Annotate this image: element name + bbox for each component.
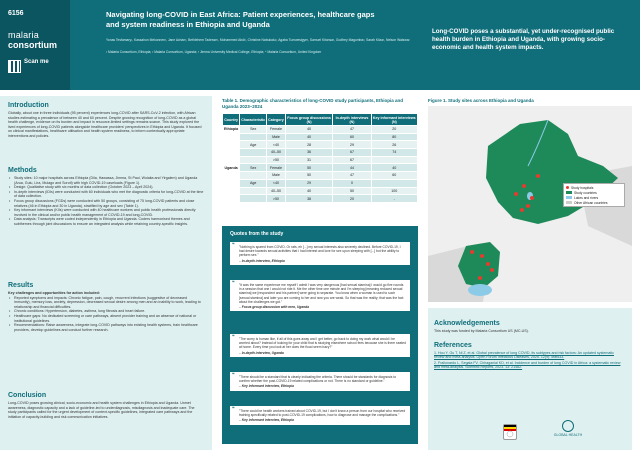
figure-title: Figure 1. Study sites across Ethiopia and Uganda [428, 98, 534, 103]
table-cell [223, 149, 240, 157]
quote-card [230, 406, 410, 425]
quote-source: – Key informant interview, Ethiopia [239, 418, 294, 423]
quote-card [230, 334, 410, 357]
table-row [223, 179, 418, 187]
table-cell [223, 156, 240, 164]
legend-label: Study hospitals [571, 185, 594, 190]
table-cell: 20 [371, 126, 417, 134]
reference-link[interactable]: 1. Hou Y, Gu T, Ni Z, et al. Global prevalence of long COVID, its subtypes and risk factors: An updated systematic review and meta-analysis. Open Forum Infectious Diseases, 2025. 12(9): ofaf533. [434, 350, 614, 360]
intro-heading: Introduction [8, 102, 49, 109]
table-header: Focus group discussions (N) [285, 114, 333, 126]
table-cell [223, 187, 240, 195]
study-hospital-marker [478, 276, 482, 280]
study-hospital-marker [514, 192, 518, 196]
partner-logo [543, 420, 593, 442]
results-item: • Reported symptoms and impacts: Chronic fatigue, pain, cough, recurrent infections (suggestive of decreased immunity), memory loss, anxiety, depression, decreased sexual desire among men and an inability to work, leading to relationship and financial difficulties. [8, 296, 204, 310]
results-subheading: Key challenges and opportunities for action included: [8, 291, 100, 295]
table-cell: Ethiopia [224, 127, 239, 132]
quote-text: ❝ "There could be health workers trained about COVID-19, but I don't know a person from our hospital who received training specifically related to post-COVID-19 complications, how to diagnose and manage the complications." [239, 409, 406, 418]
table-cell [223, 133, 240, 141]
table-cell: 28 [285, 141, 333, 149]
table-cell [223, 179, 240, 187]
table-cell: 36 [285, 149, 333, 157]
table-cell: 50 [285, 172, 333, 180]
table-cell: 29 [285, 179, 333, 187]
table-cell: 44 [333, 164, 371, 172]
methods-item: • Focus group discussions (FGDs) were conducted with 50 groups, consisting of 75 long-COVID patients and close relatives (46 in Ethiopia and 30 in Uganda), stratified by age and sex (Table 1). [8, 199, 204, 208]
legend-label: Other African countries [574, 200, 608, 205]
table-cell: 80 [371, 133, 417, 141]
methods-item: • In-depth interviews (IDIs) were conducted with 60 individuals who met the diagnostic criteria for long-COVID at the time of data collection. [8, 190, 204, 199]
quote-card [230, 242, 410, 265]
acknowledgements-panel [428, 308, 632, 450]
table-cell: 26 [371, 141, 417, 149]
results-item: • Healthcare gaps: No dedicated screening or care pathways, absent provider training and an absence of national or institutional guidelines. [8, 314, 204, 323]
legend-swatch [566, 191, 572, 194]
results-heading: Results [8, 282, 34, 289]
table-cell: 60 [333, 133, 371, 141]
partner-label: GLOBAL HEALTH [553, 433, 583, 437]
uganda-coat-of-arms-icon [503, 424, 517, 440]
table-cell [240, 133, 267, 141]
quote-text: ❝ "The worry is human like, if all of this goes away and I get better, go back to doing my work what would I be worried about? Instead of looking for your child that is studying elsewhere school fees because she is there seated at home. Every time you look at her does the flood seem hazy?" [239, 337, 406, 350]
legend-swatch [566, 201, 572, 204]
table-cell: 31 [285, 156, 333, 164]
table-header: Characteristic [240, 114, 267, 126]
table-cell: >50 [267, 195, 286, 203]
intro-text: Globally, about one in three individuals (95 percent) experiences long-COVID after SARS-CoV-2 infection, with African studies estimating a prevalence of between 40 and 60 percent. Despite growing recognition of long-COVID as a global health challenge, evidence on its burden and impact in resource-limited settings remains scarce. This study explored the lived experiences of long-COVID patients alongside healthcare providers' perspectives in Ethiopia and Uganda. It focused on clinical manifestations, healthcare utilisation and health system readiness, to inform contextually appropriate interventions and policies. [8, 111, 202, 138]
legend-swatch [566, 186, 569, 189]
reference-item[interactable] [434, 361, 624, 370]
table-cell [240, 156, 267, 164]
results-section [8, 282, 204, 332]
table-cell: Age [240, 179, 267, 187]
quotes-heading: Quotes from the study [230, 231, 284, 237]
table-cell: 74 [371, 149, 417, 157]
table-row [223, 126, 418, 134]
key-message: Long-COVID poses a substantial, yet under-recognised public health burden in Ethiopia and Uganda, with growing socio-economic and health system impacts. [432, 28, 615, 51]
table-cell: 40 [285, 126, 333, 134]
table-cell: Male [267, 133, 286, 141]
lake-victoria-shape [468, 284, 492, 296]
legend-label: Study countries [574, 190, 597, 195]
quotes-panel [222, 226, 418, 444]
legend-item [566, 200, 622, 205]
qr-code-icon[interactable] [8, 60, 21, 73]
table-cell: Sex [240, 126, 267, 134]
brand-logo-line2: consortium [8, 40, 58, 50]
table-cell [223, 141, 240, 149]
legend-label: Lakes and rivers [574, 195, 599, 200]
table-cell: 60 [371, 172, 417, 180]
methods-item: • Study sites: 10 major hospitals across Ethiopia (Dila, Hawassa, Jimma, St Paul, Wolaita and Yirgalem) and Uganda (Arua, Gulu, Lira, Mulago and Soroti) with high COVID-19 caseloads (Figure 1). [8, 176, 204, 185]
partner-logo-icon [562, 420, 574, 432]
affiliations: ¹ Malaria Consortium, Ethiopia; ² Malaria Consortium, Uganda; ³ Jimma University Medical College, Ethiopia; ⁴ Malaria Consortium, United Kingdom [106, 50, 322, 54]
table-cell: 50 [285, 164, 333, 172]
study-hospital-marker [530, 196, 534, 200]
methods-section [8, 167, 204, 227]
table-cell: 100 [371, 187, 417, 195]
authors: Yonas Tesfamary¹, Kassahun Mekonnen², Jane Achan², Bethlehem Tadesse¹, Mohammed Abdi¹, Christine Nabukalu², Agaba Tumwesigye², Samuel Kitonsa², Godfrey Magumba², Sarah Kiiza², Nelson Waiswa² [106, 38, 410, 42]
table-cell [371, 156, 417, 164]
table-cell: 40–50 [267, 149, 286, 157]
table-title: Table 1. Demographic characteristics of long-COVID study participants, Ethiopia and Uganda 2023–2024 [222, 98, 403, 109]
table-cell [223, 172, 240, 180]
scan-me-label: Scan me [24, 59, 49, 65]
intro-section [8, 102, 204, 139]
table-cell: 40 [371, 164, 417, 172]
table-cell [240, 195, 267, 203]
table-cell: Male [267, 172, 286, 180]
table-row [223, 149, 418, 157]
study-hospital-marker [486, 262, 490, 266]
table-cell: Uganda [224, 165, 238, 170]
study-hospital-marker [480, 254, 484, 258]
table-cell: Female [267, 164, 286, 172]
table-cell: 20 [333, 195, 371, 203]
table-cell [240, 187, 267, 195]
ack-text: This study was funded by Malaria Consortium US (MC-US). [434, 329, 529, 333]
table-cell: 40 [285, 187, 333, 195]
table-row [223, 164, 418, 172]
conclusion-text: Long-COVID poses growing clinical, socio-economic and health system challenges in Ethiopia and Uganda. Unmet awareness, diagnostic capacity and a lack of guideline-led to underdiagnosis, misdiagnosis and inadequate care. The study participants called for the urgent development of context-specific guidelines, integrated care pathways and the initiation of capacity-building and risk communication initiatives. [8, 401, 195, 419]
methods-item: • Key informant interviews (KIIs) were conducted with 40 healthcare workers and public health professionals directly involved in the clinical and/or public health management of COVID-19 and long-COVID. [8, 208, 204, 217]
table-cell: <40 [267, 179, 286, 187]
table-cell: Female [267, 126, 286, 134]
methods-item: • Design: Qualitative study with six months of data collection (October 2023 – April 2024). [8, 185, 204, 190]
quote-source: – Key informant interview, Ethiopia [239, 384, 294, 389]
table-cell: 50 [333, 187, 371, 195]
study-hospital-marker [536, 174, 540, 178]
table-header: Country [223, 114, 240, 126]
table-cell [240, 172, 267, 180]
table-row [223, 133, 418, 141]
left-column [0, 96, 212, 450]
table-cell: 29 [333, 141, 371, 149]
conclusion-section [8, 392, 204, 419]
table-row [223, 141, 418, 149]
table-row [223, 156, 418, 164]
map-legend [563, 183, 625, 207]
quote-text: ❝ "Nothing is spared from COVID. Or rats, eh [...] my sexual interests also severely declined. Before COVID-19, I had desire towards sexual activities that I had interest and love for sex upon sleeping with [...] but the ability to perform sex." [239, 245, 401, 258]
table-cell: Age [240, 141, 267, 149]
reference-link[interactable]: 2. Frallonardo L, Segala FV, Chhaganlal KD, et al. Incidence and burden of long COVID in Africa: a systematic review and meta-analysis. Scientific Reports, 2023. 13: 21482. [434, 360, 621, 370]
quote-source: – Focus group discussion with men, Uganda [239, 305, 309, 310]
header-banner [0, 0, 640, 90]
table-header: Key informant interviews (N) [372, 115, 416, 124]
methods-item: • Data analysis: Transcripts were coded independently in Ethiopia and Uganda. Coders harmonised themes and subthemes through joint discussions to ensure an integrated analysis while retaining country-specific insights. [8, 217, 204, 226]
study-hospital-marker [470, 250, 474, 254]
quote-text: ❝ "There should be a standard that is clearly indicating the criteria. There should be standards for diagnosis to confirm whether the post-COVID-19 related complications or not. There is no standard or guideline." [239, 375, 397, 384]
conclusion-heading: Conclusion [8, 392, 47, 399]
table-cell [371, 179, 417, 187]
quote-text: ❝ "It was the same experience me myself I admit I was very dangerous [had sexual stamina] I would go five rounds in a session that one I would not ride it. Me the other time one minute and I'm sleeping [meaning reduced sexual stamina] we [respondent and his partner] were going to separate. You know when a woman is used to such [sexual stamina] and later you are coming to her and now you are weak. So that was the reality; that was the fact about the challenges we got." [239, 283, 404, 304]
methods-heading: Methods [8, 167, 37, 174]
table-cell: 67 [333, 156, 371, 164]
reference-item[interactable] [434, 351, 624, 360]
references-heading: References [434, 341, 472, 349]
table-cell: 40–50 [267, 187, 286, 195]
table-row [223, 187, 418, 195]
study-hospital-marker [522, 184, 526, 188]
table-row [223, 195, 418, 203]
table-cell: 47 [333, 126, 371, 134]
brand-logo-line1: malaria [8, 30, 39, 40]
table-cell: 67 [333, 149, 371, 157]
legend-swatch [566, 196, 572, 199]
ack-heading: Acknowledgements [434, 320, 500, 327]
table-row [223, 172, 418, 180]
poster-title: Navigating long-COVID in East Africa: Patient experiences, healthcare gaps and system readiness in Ethiopia and Uganda [106, 10, 375, 29]
study-hospital-marker [490, 268, 494, 272]
table-cell: <40 [267, 141, 286, 149]
results-item: • Chronic conditions: Hypertension, diabetes, asthma, lung fibrosis and heart failure. [8, 309, 204, 314]
table-cell: Sex [240, 164, 267, 172]
table-cell: - [371, 195, 417, 203]
table-cell: 38 [285, 195, 333, 203]
quote-source: – In-depth interview, Uganda [239, 350, 284, 355]
poster-number: 6156 [8, 10, 24, 17]
table-cell: >50 [267, 156, 286, 164]
table-cell [240, 149, 267, 157]
logo-panel [0, 0, 70, 90]
quote-source: – In-depth interview, Ethiopia [239, 258, 285, 263]
table-header-row [223, 114, 418, 126]
table-cell: 0 [333, 179, 371, 187]
quote-card [230, 372, 410, 391]
table-header: Category [267, 114, 286, 126]
results-item: • Recommendations: Raise awareness, integrate long-COVID pathways into existing health systems, train healthcare providers, develop guidelines and conduct further research. [8, 323, 204, 332]
table-cell [223, 195, 240, 203]
demographics-table [222, 113, 418, 203]
quote-card [230, 280, 410, 311]
table-header: In-depth interviews (N) [333, 114, 371, 126]
table-cell: 47 [333, 172, 371, 180]
study-hospital-marker [526, 204, 530, 208]
table-cell: 40 [285, 133, 333, 141]
study-hospital-marker [520, 208, 524, 212]
